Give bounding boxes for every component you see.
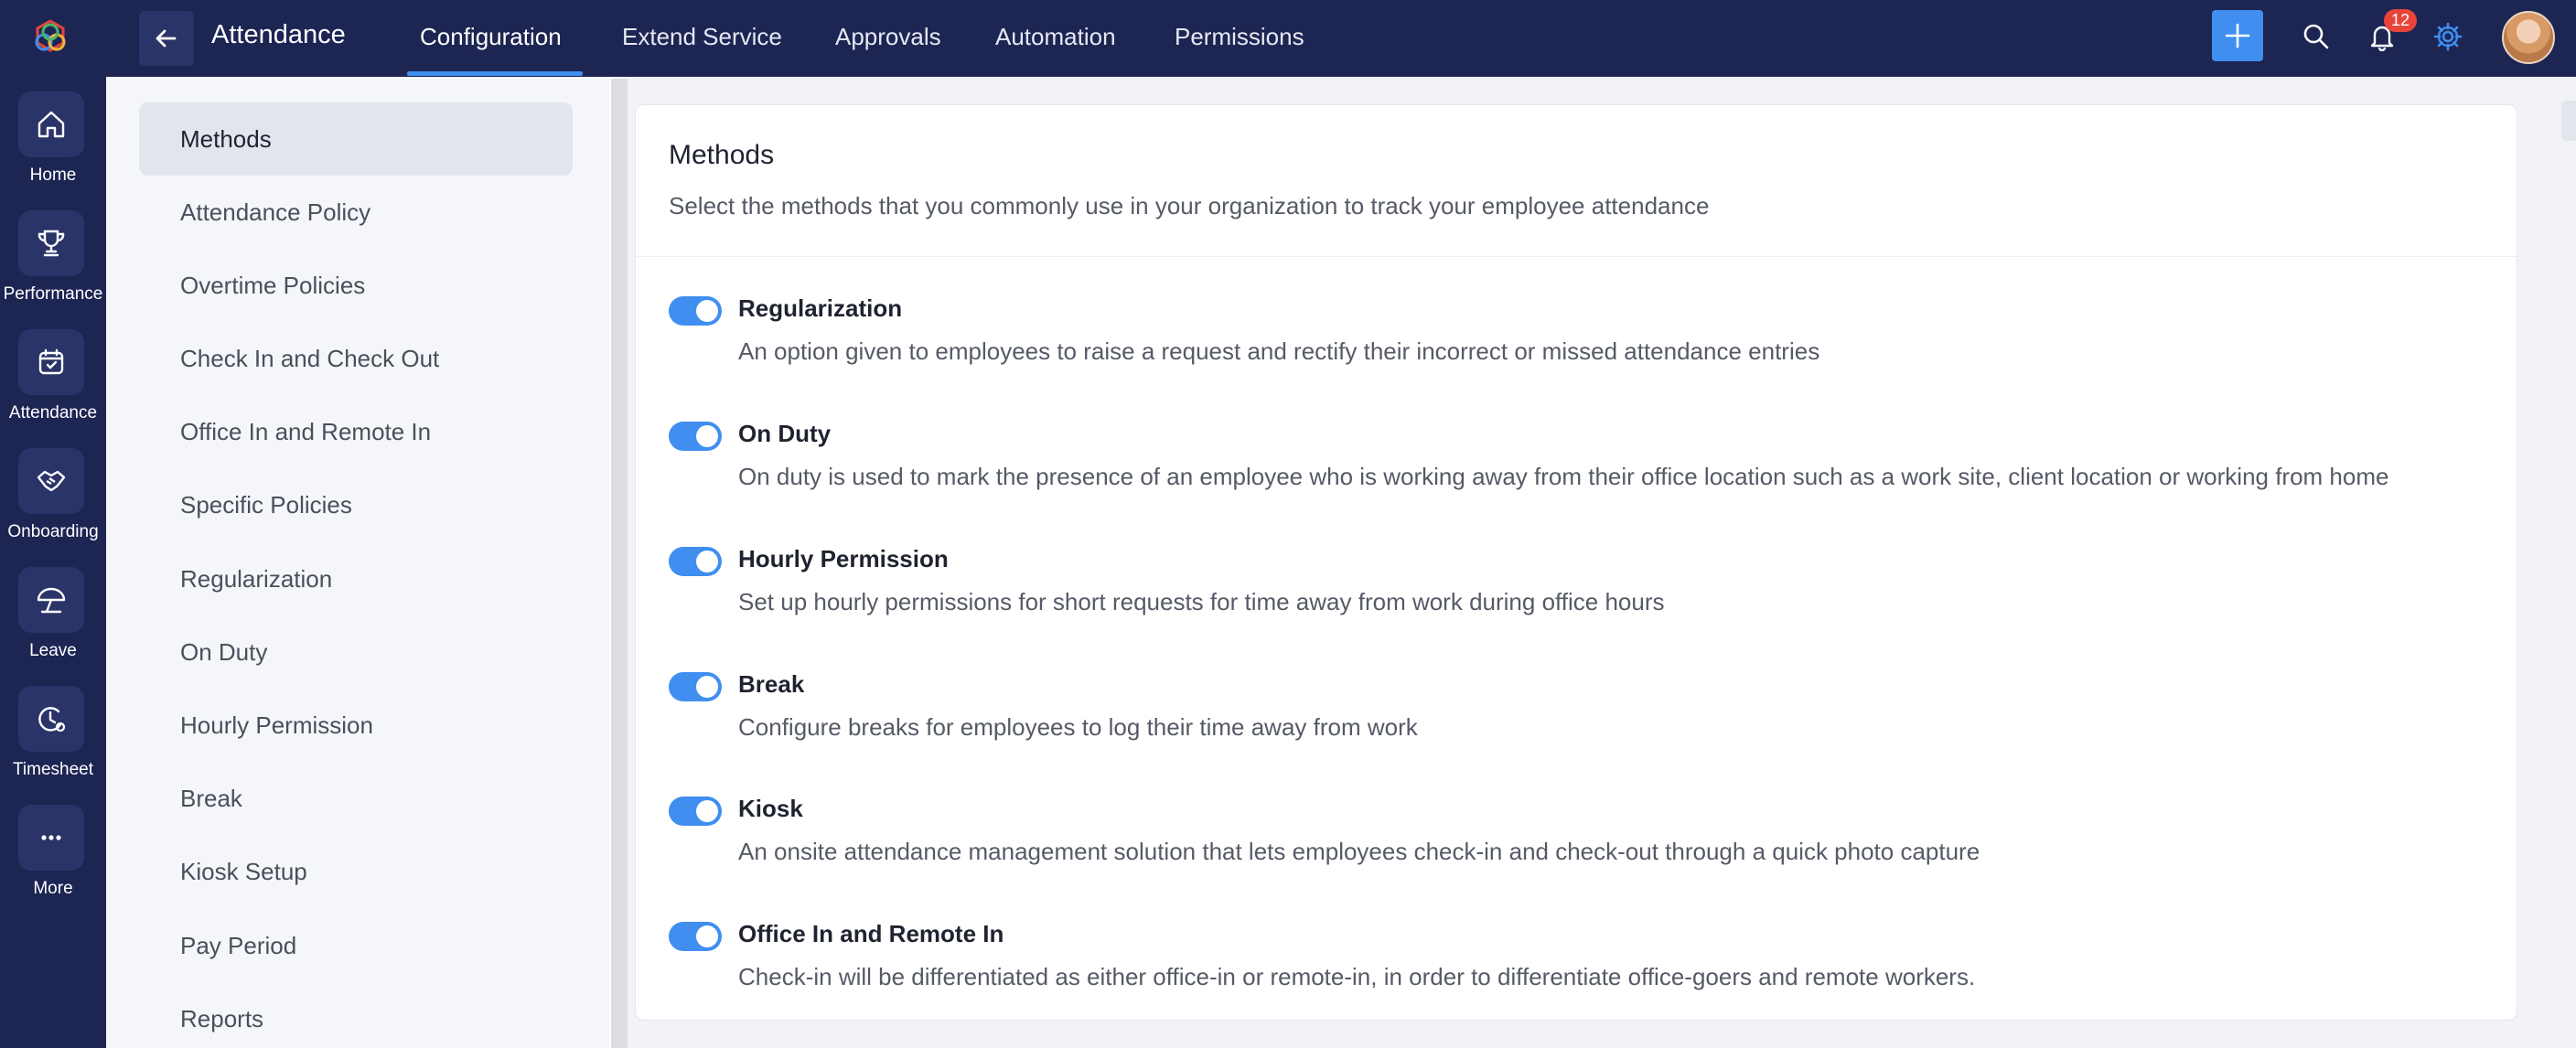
gear-icon[interactable]	[2430, 18, 2466, 55]
office-in-remote-in-toggle[interactable]	[669, 922, 722, 951]
rail-item-attendance[interactable]	[0, 329, 106, 439]
search-icon[interactable]	[2298, 18, 2334, 55]
method-kiosk	[669, 791, 2498, 901]
method-title: Regularization	[738, 294, 903, 322]
active-tab-indicator	[407, 71, 583, 76]
rail-label: More	[33, 879, 73, 898]
method-title: Office In and Remote In	[738, 920, 1004, 947]
sidebar-item-reports[interactable]: Reports	[180, 1004, 264, 1032]
section-title: Methods	[669, 140, 775, 170]
home-icon	[18, 91, 84, 157]
rail-label: Timesheet	[13, 760, 93, 779]
app-logo-icon[interactable]	[30, 18, 70, 59]
umbrella-icon	[18, 567, 84, 633]
method-description: On duty is used to mark the presence of an employee who is working away from their office location such as a work site, client location or working from home	[738, 463, 2389, 490]
timesheet-icon	[18, 686, 84, 752]
sidebar-item-methods[interactable]: Methods	[139, 102, 573, 176]
sidebar-item-specific-policies[interactable]: Specific Policies	[180, 490, 352, 519]
calendar-icon	[18, 329, 84, 395]
method-description: An option given to employees to raise a request and rectify their incorrect or missed attendance entries	[738, 337, 1820, 365]
tab-approvals[interactable]: Approvals	[835, 23, 941, 50]
app-rail	[0, 0, 106, 1048]
method-title: Break	[738, 670, 805, 698]
sidebar-item-regularization[interactable]: Regularization	[180, 564, 333, 593]
tab-extend-service[interactable]: Extend Service	[622, 23, 782, 50]
kiosk-toggle[interactable]	[669, 797, 722, 826]
rail-item-performance[interactable]	[0, 210, 106, 320]
tab-permissions[interactable]: Permissions	[1175, 23, 1304, 50]
rail-label: Home	[29, 166, 77, 185]
sidebar-item-kiosk-setup[interactable]: Kiosk Setup	[180, 857, 307, 885]
plus-icon	[2223, 21, 2252, 50]
tab-automation[interactable]: Automation	[995, 23, 1116, 50]
method-break	[669, 667, 2498, 776]
rail-item-leave[interactable]	[0, 567, 106, 677]
side-panel-handle[interactable]	[2561, 101, 2576, 141]
method-on-duty	[669, 416, 2498, 526]
tab-configuration[interactable]: Configuration	[420, 23, 562, 50]
sidebar-item-pay-period[interactable]: Pay Period	[180, 931, 297, 959]
sidebar-item-office-in-remote-in[interactable]: Office In and Remote In	[180, 417, 432, 445]
section-subtitle: Select the methods that you commonly use in your organization to track your employee attendance	[669, 192, 1710, 219]
method-title: Kiosk	[738, 795, 803, 822]
method-description: Configure breaks for employees to log their time away from work	[738, 713, 1418, 741]
sidebar-item-on-duty[interactable]: On Duty	[180, 637, 268, 666]
method-title: On Duty	[738, 420, 832, 447]
notification-badge: 12	[2384, 9, 2417, 32]
break-toggle[interactable]	[669, 672, 722, 701]
user-avatar[interactable]	[2502, 11, 2555, 64]
rail-label: Onboarding	[7, 522, 99, 541]
sidebar-item-check-in-check-out[interactable]: Check In and Check Out	[180, 344, 440, 372]
more-icon	[18, 805, 84, 871]
method-description: Check-in will be differentiated as either office-in or remote-in, in order to differentiate office-goers and remote workers.	[738, 963, 1976, 990]
rail-label: Attendance	[8, 403, 98, 422]
add-button[interactable]	[2212, 10, 2263, 61]
sidebar-item-attendance-policy[interactable]: Attendance Policy	[180, 198, 371, 226]
sidebar-scrollbar[interactable]	[611, 79, 628, 1048]
rail-item-timesheet[interactable]	[0, 686, 106, 796]
rail-label: Performance	[3, 284, 103, 304]
on-duty-toggle[interactable]	[669, 422, 722, 451]
method-description: Set up hourly permissions for short requests for time away from work during office hours	[738, 588, 1665, 615]
sidebar-item-overtime-policies[interactable]: Overtime Policies	[180, 271, 366, 299]
method-regularization	[669, 291, 2498, 401]
divider	[636, 256, 2517, 257]
page-title: Attendance	[211, 20, 346, 49]
settings-sidebar	[106, 77, 609, 1048]
rail-label: Leave	[29, 641, 77, 660]
trophy-icon	[18, 210, 84, 276]
method-hourly-permission	[669, 541, 2498, 651]
back-button[interactable]	[139, 11, 194, 66]
regularization-toggle[interactable]	[669, 296, 722, 326]
method-description: An onsite attendance management solution that lets employees check-in and check-out through a quick photo capture	[738, 838, 1980, 865]
methods-card	[635, 104, 2517, 1021]
method-title: Hourly Permission	[738, 545, 949, 572]
arrow-left-icon	[153, 25, 180, 52]
rail-item-onboarding[interactable]	[0, 448, 106, 558]
rail-item-home[interactable]	[0, 91, 106, 201]
sidebar-item-break[interactable]: Break	[180, 784, 242, 812]
handshake-icon	[18, 448, 84, 514]
rail-item-more[interactable]	[0, 805, 106, 914]
hourly-permission-toggle[interactable]	[669, 547, 722, 576]
sidebar-item-hourly-permission[interactable]: Hourly Permission	[180, 711, 373, 739]
top-bar	[106, 0, 2576, 77]
method-office-in-remote-in	[669, 916, 2498, 1026]
